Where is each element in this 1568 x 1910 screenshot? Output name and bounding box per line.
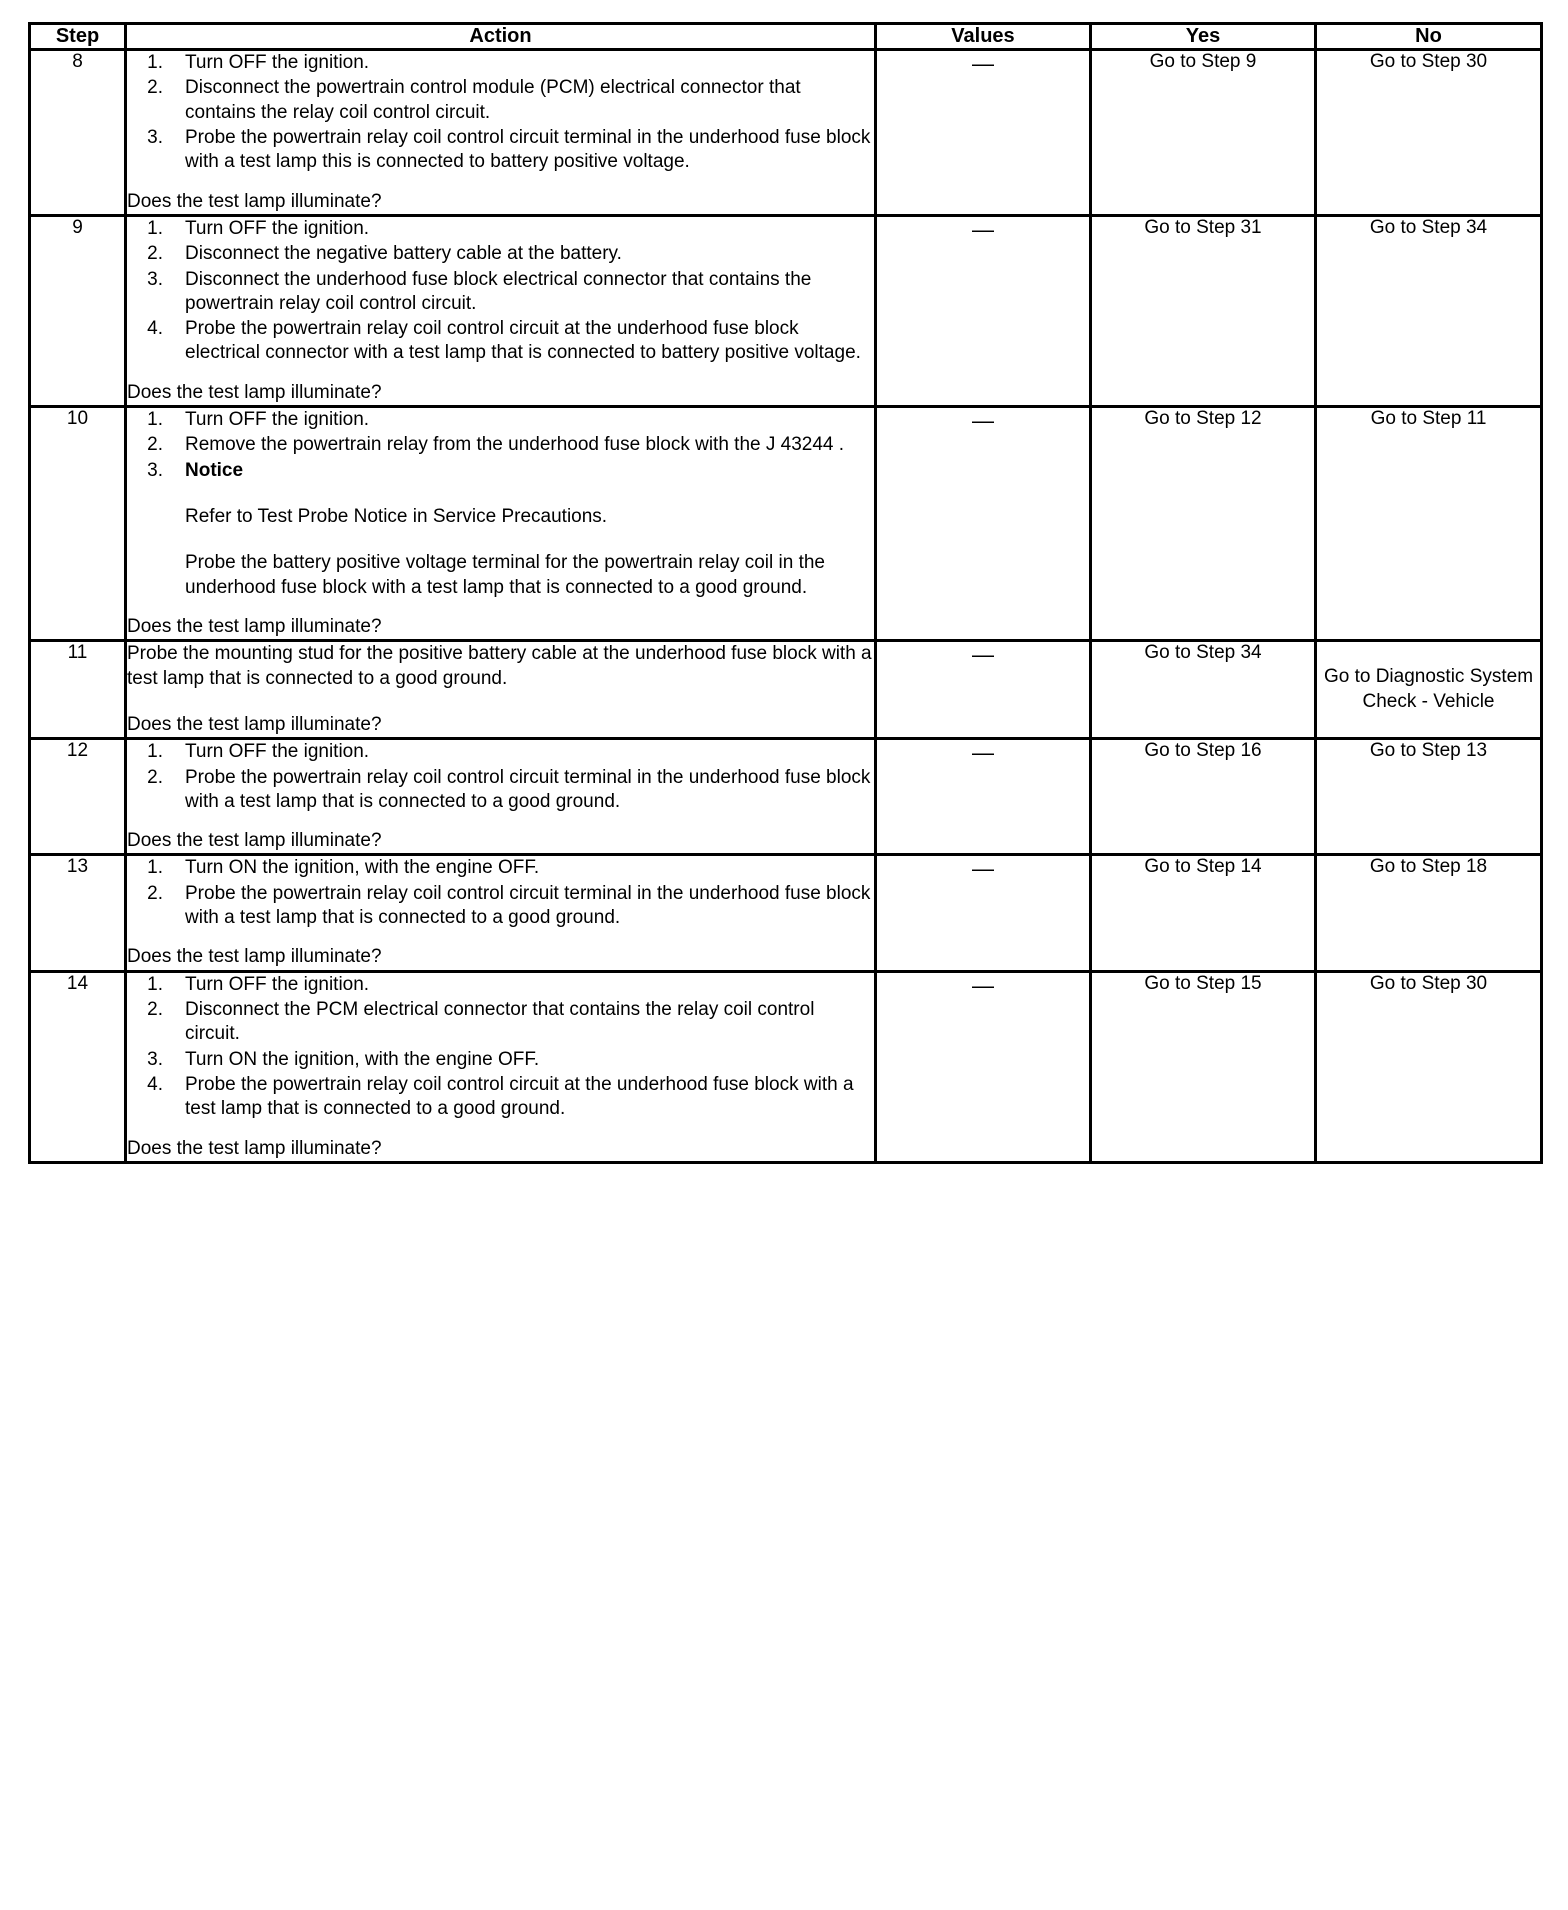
table-row [30,971,1542,1162]
yes-branch-cell: Go to Step 14 [1091,855,1316,971]
action-step-text: Notice [185,459,244,481]
header-row [30,24,1542,50]
action-step-text: Turn OFF the ignition. [185,217,370,239]
action-step-subtext: Probe the battery positive voltage terminal for the powertrain relay coil in the underhood fuse block with a test lamp that is connected to a good ground. [185,552,825,598]
action-step-item [127,408,874,432]
action-step-text: Turn OFF the ignition. [185,973,370,995]
action-step-number: 2. [147,243,163,265]
action-step-item [127,76,874,125]
action-cell [126,50,876,216]
action-step-text-group [185,856,874,880]
values-cell: — [876,855,1091,971]
action-step-item [127,459,874,600]
action-step-item [127,51,874,75]
action-step-text: Probe the powertrain relay coil control circuit at the underhood fuse block electrical connector with a test lamp that is connected to battery positive voltage. [185,318,861,364]
action-step-text-group [185,973,874,997]
action-step-text: Turn ON the ignition, with the engine OFF. [185,1048,540,1070]
action-step-list [127,51,874,176]
step-number-cell: 10 [30,407,126,641]
values-cell: — [876,50,1091,216]
action-step-number: 1. [147,52,163,73]
step-number-cell: 13 [30,855,126,971]
action-step-text-group [185,1073,874,1122]
table-header [30,24,1542,50]
table-row [30,215,1542,406]
action-step-text: Turn OFF the ignition. [185,52,370,73]
action-step-text: Probe the powertrain relay coil control circuit terminal in the underhood fuse block with a test lamp that is connected to a good ground. [185,882,871,929]
action-cell [126,215,876,406]
action-step-text: Probe the powertrain relay coil control circuit terminal in the underhood fuse block with a test lamp this is connected to battery positive voltage. [185,126,871,173]
action-question: Does the test lamp illuminate? [127,381,382,403]
step-number-cell: 12 [30,739,126,855]
action-cell [126,971,876,1162]
step-number-cell: 9 [30,215,126,406]
action-step-text-group [185,51,874,75]
action-step-number: 2. [147,77,163,99]
action-step-item [127,217,874,241]
action-step-text-group [185,459,874,600]
action-step-text: Turn OFF the ignition. [185,409,370,431]
action-step-item [127,882,874,931]
action-step-item [127,1048,874,1072]
action-cell [126,855,876,971]
action-step-item [127,317,874,366]
step-number-cell: 14 [30,971,126,1162]
action-step-number: 3. [147,268,163,290]
values-cell: — [876,739,1091,855]
action-step-number: 2. [147,766,163,788]
action-step-item [127,1073,874,1122]
action-step-number: 3. [147,126,163,148]
action-step-list [127,973,874,1123]
action-step-text-group [185,268,874,317]
action-question: Does the test lamp illuminate? [127,946,382,968]
action-step-number: 4. [147,318,163,340]
action-question: Does the test lamp illuminate? [127,713,382,735]
step-number-cell: 8 [30,50,126,216]
action-step-item [127,126,874,175]
action-step-number: 2. [147,882,163,904]
action-step-text: Probe the powertrain relay coil control circuit terminal in the underhood fuse block with a test lamp that is connected to a good ground. [185,766,871,812]
action-step-text-group [185,217,874,241]
action-step-text: Probe the powertrain relay coil control circuit at the underhood fuse block with a test lamp that is connected to a good ground. [185,1073,854,1120]
action-step-item [127,740,874,764]
column-header-yes: Yes [1091,24,1316,50]
action-step-text: Disconnect the powertrain control module (PCM) electrical connector that contains the relay coil control circuit. [185,77,801,123]
no-branch-cell: Go to Diagnostic System Check - Vehicle [1316,641,1542,739]
action-step-text: Remove the powertrain relay from the underhood fuse block with the J 43244 . [185,434,845,456]
action-step-text-group [185,882,874,931]
action-question: Does the test lamp illuminate? [127,1137,382,1159]
action-step-number: 2. [147,999,163,1020]
action-step-text-group [185,740,874,764]
action-step-list [127,856,874,931]
action-step-text: Turn ON the ignition, with the engine OFF. [185,857,540,879]
action-step-text: Disconnect the negative battery cable at the battery. [185,243,622,265]
no-branch-cell: Go to Step 30 [1316,50,1542,216]
action-step-text-group [185,766,874,815]
action-step-number: 1. [147,857,163,879]
action-step-item [127,973,874,997]
action-step-text-group [185,126,874,175]
action-step-number: 4. [147,1073,163,1095]
action-question: Does the test lamp illuminate? [127,830,382,852]
action-step-item [127,433,874,457]
action-cell [126,407,876,641]
table-row [30,407,1542,641]
values-cell: — [876,407,1091,641]
action-step-number: 3. [147,1048,163,1070]
yes-branch-cell: Go to Step 12 [1091,407,1316,641]
action-step-list [127,740,874,815]
table-row [30,739,1542,855]
values-cell: — [876,971,1091,1162]
action-step-number: 1. [147,973,163,995]
action-step-list [127,217,874,367]
action-step-number: 1. [147,409,163,431]
action-step-number: 2. [147,434,163,456]
action-step-text-group [185,1048,874,1072]
action-step-text-group [185,408,874,432]
no-branch-cell: Go to Step 13 [1316,739,1542,855]
action-step-item [127,856,874,880]
action-step-number: 3. [147,459,163,481]
action-paragraph: Probe the mounting stud for the positive battery cable at the underhood fuse block with a test lamp that is connected to a good ground. [127,643,872,689]
step-number-cell: 11 [30,641,126,739]
action-step-number: 1. [147,217,163,239]
action-cell [126,739,876,855]
action-step-number: 1. [147,741,163,763]
action-step-text: Disconnect the underhood fuse block electrical connector that contains the powertrain relay coil control circuit. [185,268,812,314]
yes-branch-cell: Go to Step 9 [1091,50,1316,216]
no-branch-cell: Go to Step 34 [1316,215,1542,406]
column-header-action: Action [126,24,876,50]
column-header-step: Step [30,24,126,50]
values-cell: — [876,215,1091,406]
action-step-item [127,766,874,815]
action-question: Does the test lamp illuminate? [127,190,382,212]
action-step-item [127,998,874,1047]
table-row [30,50,1542,216]
yes-branch-cell: Go to Step 34 [1091,641,1316,739]
action-step-text-group [185,433,874,457]
action-step-list [127,408,874,601]
table-row [30,641,1542,739]
diagnostic-procedure-table [28,22,1543,1164]
action-step-item [127,268,874,317]
no-branch-cell: Go to Step 11 [1316,407,1542,641]
yes-branch-cell: Go to Step 16 [1091,739,1316,855]
yes-branch-cell: Go to Step 15 [1091,971,1316,1162]
table-body [30,50,1542,1163]
action-question: Does the test lamp illuminate? [127,615,382,637]
table-row [30,855,1542,971]
action-step-text-group [185,242,874,266]
yes-branch-cell: Go to Step 31 [1091,215,1316,406]
action-step-item [127,242,874,266]
action-step-text: Disconnect the PCM electrical connector that contains the relay coil control circuit. [185,999,815,1045]
action-step-text-group [185,317,874,366]
action-step-text-group [185,998,874,1047]
no-branch-cell: Go to Step 30 [1316,971,1542,1162]
action-cell [126,641,876,739]
action-step-subtext: Refer to Test Probe Notice in Service Precautions. [185,506,608,527]
no-branch-cell: Go to Step 18 [1316,855,1542,971]
action-step-text-group [185,76,874,125]
column-header-values: Values [876,24,1091,50]
column-header-no: No [1316,24,1542,50]
values-cell: — [876,641,1091,739]
action-step-text: Turn OFF the ignition. [185,741,370,763]
